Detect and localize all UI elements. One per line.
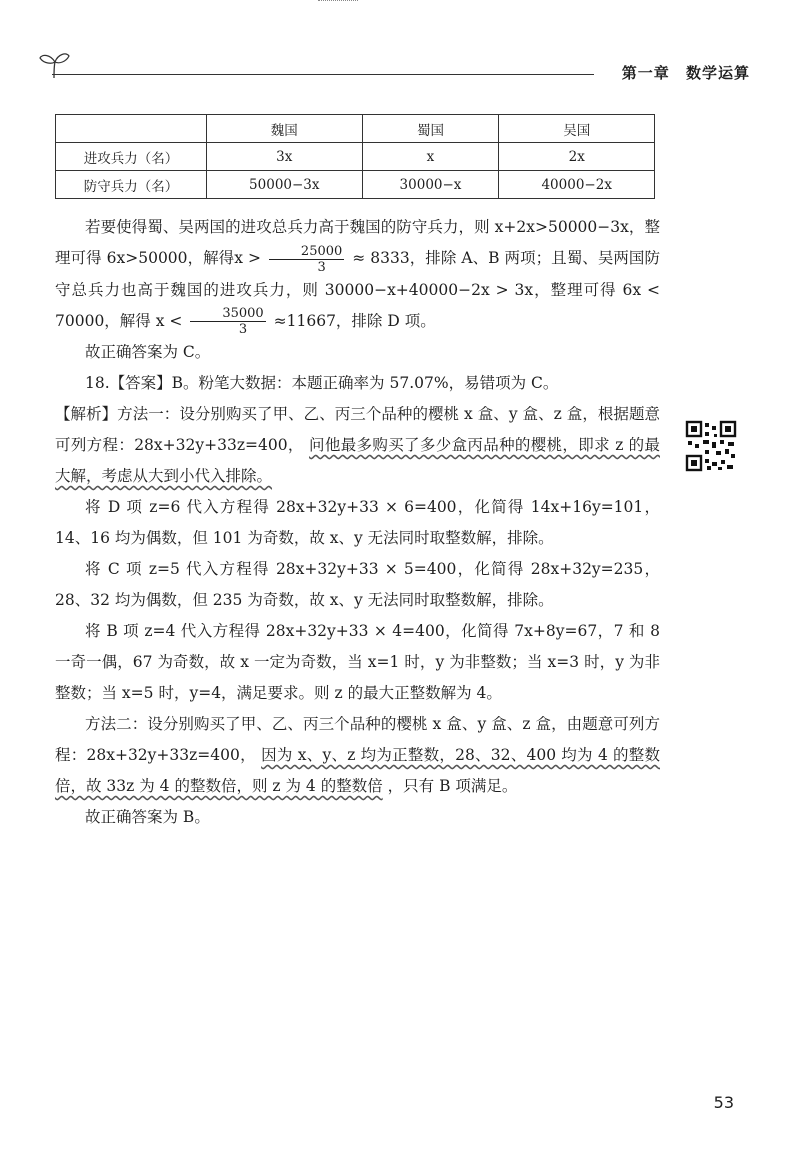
paragraph: 将 D 项 z=6 代入方程得 28x+32y+33 × 6=400，化简得 14x+16y=101，14、16 均为偶数，但 101 为奇数，故 x、y 无法同时取整数解，排除。 xyxy=(55,498,660,547)
table-cell: 蜀国 xyxy=(362,115,499,143)
page-header xyxy=(30,48,750,88)
paragraph: 故正确答案为 C。 xyxy=(85,343,211,361)
paragraph xyxy=(55,212,660,337)
top-mark xyxy=(318,0,358,5)
table-cell: 吴国 xyxy=(499,115,655,143)
table-cell: 30000−x xyxy=(362,171,499,199)
fraction-denominator: 3 xyxy=(238,322,248,337)
table-row xyxy=(56,171,655,199)
qr-code-icon[interactable] xyxy=(685,420,737,472)
fraction-numerator: 25000 xyxy=(269,244,344,260)
table-row xyxy=(56,143,655,171)
wavy-underlined-text: 问他最多购买了多少盒丙品种的樱桃，即求 z 的最大解，考虑从大到小代入排除。 xyxy=(55,436,660,485)
paragraph: 故正确答案为 B。 xyxy=(85,808,210,826)
table-cell: 2x xyxy=(499,143,655,171)
paragraph xyxy=(55,709,660,802)
page-number: 53 xyxy=(713,1093,734,1112)
fraction xyxy=(190,306,265,337)
table-header-row xyxy=(56,115,655,143)
sprout-icon xyxy=(38,48,72,86)
paragraph xyxy=(55,399,660,492)
fraction-denominator: 3 xyxy=(317,259,326,275)
header-rule xyxy=(52,74,594,75)
paragraph-text: 方法二：设分别购买了甲、乙、丙三个品种的樱桃 x 盒、y 盒、z 盒，由题意可列方程：28x+32y+33z=400， xyxy=(55,715,660,764)
paragraph: 将 C 项 z=5 代入方程得 28x+32y+33 × 5=400，化简得 28x+32y=235，28、32 均为偶数，但 235 为奇数，故 x、y 无法同时取整数解，排除。 xyxy=(55,560,660,609)
paragraph: 18.【答案】B。粉笔大数据：本题正确率为 57.07%，易错项为 C。 xyxy=(85,374,559,392)
wavy-underlined-text: 因为 x、y、z 均为正整数，28、32、400 均为 4 的整数倍，故 33z 为 4 的整数倍，则 z 为 4 的整数倍 xyxy=(55,746,660,795)
fraction xyxy=(269,244,344,275)
table-cell: 进攻兵力（名） xyxy=(56,143,207,171)
table-cell: 50000−3x xyxy=(207,171,363,199)
troop-table xyxy=(55,114,655,199)
table-cell: 3x xyxy=(207,143,363,171)
paragraph-text: ≈ 8333，排除 A、B 两项；且蜀、吴两国防守总兵力也高于魏国的进攻兵力，则 30000−x+40000−2x > 3x，整理可得 6x < 70000，解得 x < xyxy=(55,249,660,330)
fraction-numerator: 35000 xyxy=(190,306,265,322)
paragraph-text: ，只有 B 项满足。 xyxy=(387,777,518,795)
paragraph-text: ≈11667，排除 D 项。 xyxy=(273,311,436,330)
table-cell xyxy=(56,115,207,143)
page-body xyxy=(55,212,660,833)
chapter-title: 第一章 数学运算 xyxy=(621,64,750,82)
table-cell: 40000−2x xyxy=(499,171,655,199)
table-cell: x xyxy=(362,143,499,171)
paragraph-text: 【解析】方法一：设分别购买了甲、乙、丙三个品种的樱桃 x 盒、y 盒、z 盒，根据题意可列方程：28x+32y+33z=400， xyxy=(55,405,660,454)
paragraph: 将 B 项 z=4 代入方程得 28x+32y+33 × 4=400，化简得 7x+8y=67，7 和 8 一奇一偶，67 为奇数，故 x 一定为奇数，当 x=1 时，y 为非整数；当 x=3 时，y 为非整数；当 x=5 时，y=4，满足要求。则 z 的最大正整数解为 4。 xyxy=(55,622,660,702)
table-cell: 魏国 xyxy=(207,115,363,143)
paragraph-text: 若要使得蜀、吴两国的进攻总兵力高于魏国的防守兵力，则 x+2x>50000−3x，整理可得 6x>50000，解得x > xyxy=(55,218,660,267)
table-cell: 防守兵力（名） xyxy=(56,171,207,199)
